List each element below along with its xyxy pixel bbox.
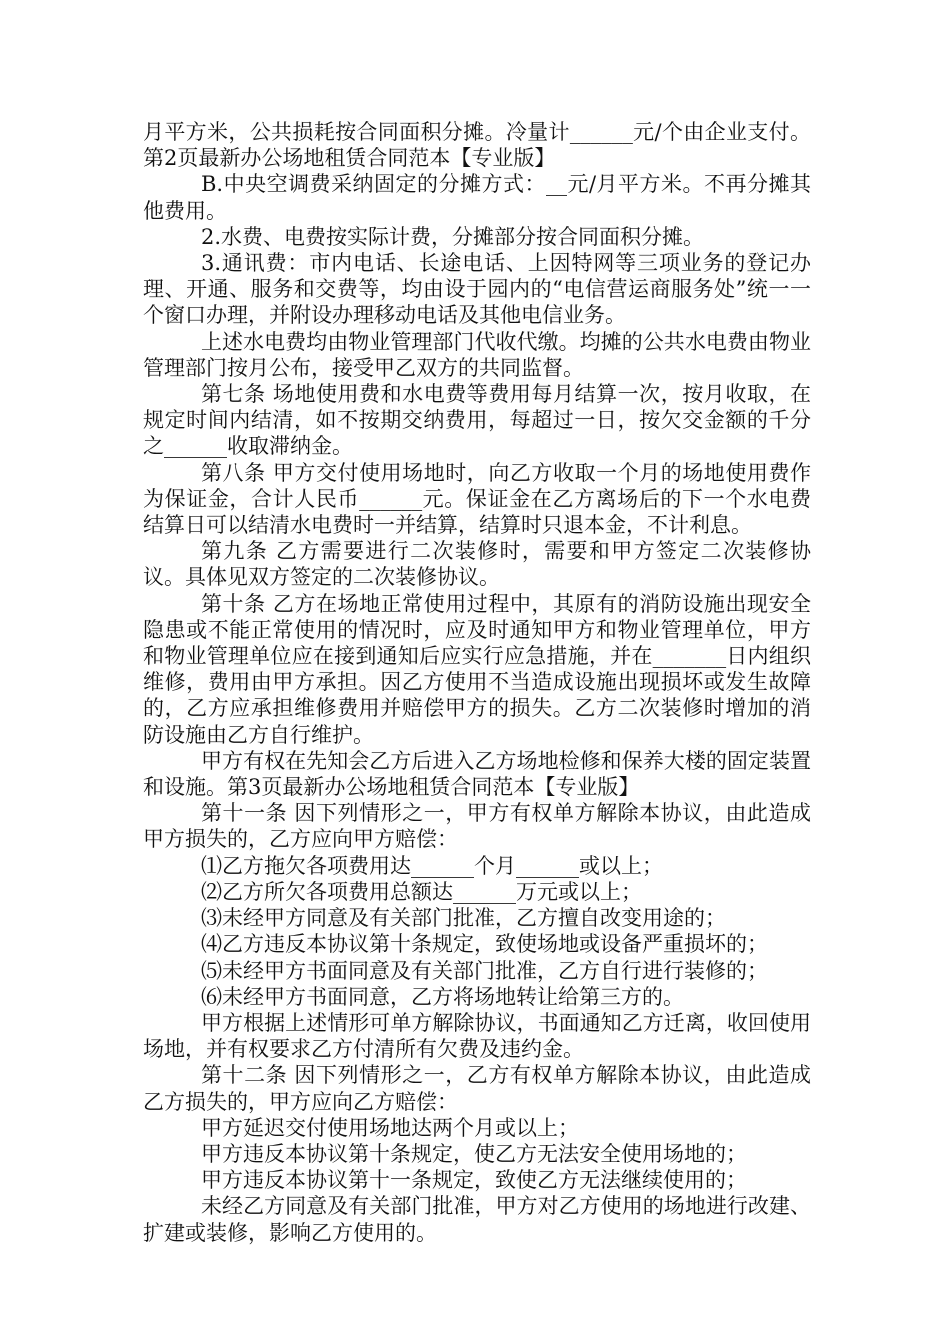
document-body: [143, 119, 811, 1246]
paragraph-article-11: 第十一条 因下列情形之一，甲方有权单方解除本协议，由此造成甲方损失的，乙方应向甲方赔偿：: [143, 801, 811, 852]
list-item-11-3: ⑶未经甲方同意及有关部门批准，乙方擅自改变用途的；: [201, 906, 726, 931]
paragraph-termination-notice: 甲方根据上述情形可单方解除协议，书面通知乙方迁离，收回使用场地，并有权要求乙方付清所有欠费及违约金。: [143, 1010, 811, 1062]
paragraph-article-12: 第十二条 因下列情形之一，乙方有权单方解除本协议，由此造成乙方损失的，甲方应向乙方赔偿：: [143, 1063, 811, 1114]
paragraph-article-7: 第七条 场地使用费和水电费等费用每月结算一次，按月收取，在规定时间内结清，如不按期交纳费用，每超过一日，按欠交金额的千分之______收取滞纳金。: [143, 382, 811, 459]
paragraph-continuation: 月平方米，公共损耗按合同面积分摊。冷量计______元/个由企业支付。第2页最新办公场地租赁合同范本【专业版】: [143, 120, 811, 171]
list-item-12-3: 甲方违反本协议第十一条规定，致使乙方无法继续使用的；: [201, 1168, 747, 1193]
list-item-12-1: 甲方延迟交付使用场地达两个月或以上；: [201, 1115, 579, 1140]
list-item-11-1: ⑴乙方拖欠各项费用达______个月______或以上；: [201, 853, 663, 878]
paragraph-water-electricity: 2.水费、电费按实际计费，分摊部分按合同面积分摊。: [201, 224, 705, 249]
paragraph-telecom-fee: 3.通讯费：市内电话、长途电话、上因特网等三项业务的登记办理、开通、服务和交费等，均由设于园内的“电信营运商服务处”统一一个窗口办理，并附设办理移动电话及其他电信业务。: [143, 251, 811, 328]
paragraph-article-8: 第八条 甲方交付使用场地时，向乙方收取一个月的场地使用费作为保证金，合计人民币______元。保证金在乙方离场后的下一个水电费结算日可以结清水电费时一并结算，结算时只退本金，不计利息。: [143, 460, 811, 538]
list-item-11-4: ⑷乙方违反本协议第十条规定，致使场地或设备严重损坏的；: [201, 932, 768, 957]
paragraph-central-ac-fee: B.中央空调费采纳固定的分摊方式：__元/月平方米。不再分摊其他费用。: [143, 172, 811, 223]
paragraph-inspection-rights: 甲方有权在先知会乙方后进入乙方场地检修和保养大楼的固定装置和设施。第3页最新办公场地租赁合同范本【专业版】: [143, 748, 811, 800]
list-item-12-4: 未经乙方同意及有关部门批准，甲方对乙方使用的场地进行改建、扩建或装修，影响乙方使用的。: [143, 1194, 811, 1245]
list-item-12-2: 甲方违反本协议第十条规定，使乙方无法安全使用场地的；: [201, 1141, 747, 1166]
paragraph-article-10: 第十条 乙方在场地正常使用过程中，其原有的消防设施出现安全隐患或不能正常使用的情况时，应及时通知甲方和物业管理单位，甲方和物业管理单位应在接到通知后应实行应急措施，并在_______日内组织维修，费用由甲方承担。因乙方使用不当造成设施出现损坏或发生故障的，乙方应承担维修费用并赔偿甲方的损失。乙方二次装修时增加的消防设施由乙方自行维护。: [143, 591, 811, 747]
list-item-11-2: ⑵乙方所欠各项费用总额达______万元或以上；: [201, 879, 642, 904]
paragraph-article-9: 第九条 乙方需要进行二次装修时，需要和甲方签定二次装修协议。具体见双方签定的二次装修协议。: [143, 539, 811, 590]
list-item-11-6: ⑹未经甲方书面同意，乙方将场地转让给第三方的。: [201, 984, 684, 1009]
paragraph-utility-collection: 上述水电费均由物业管理部门代收代缴。均摊的公共水电费由物业管理部门按月公布，接受甲乙双方的共同监督。: [143, 329, 811, 380]
list-item-11-5: ⑸未经甲方书面同意及有关部门批准，乙方自行进行装修的；: [201, 958, 768, 983]
